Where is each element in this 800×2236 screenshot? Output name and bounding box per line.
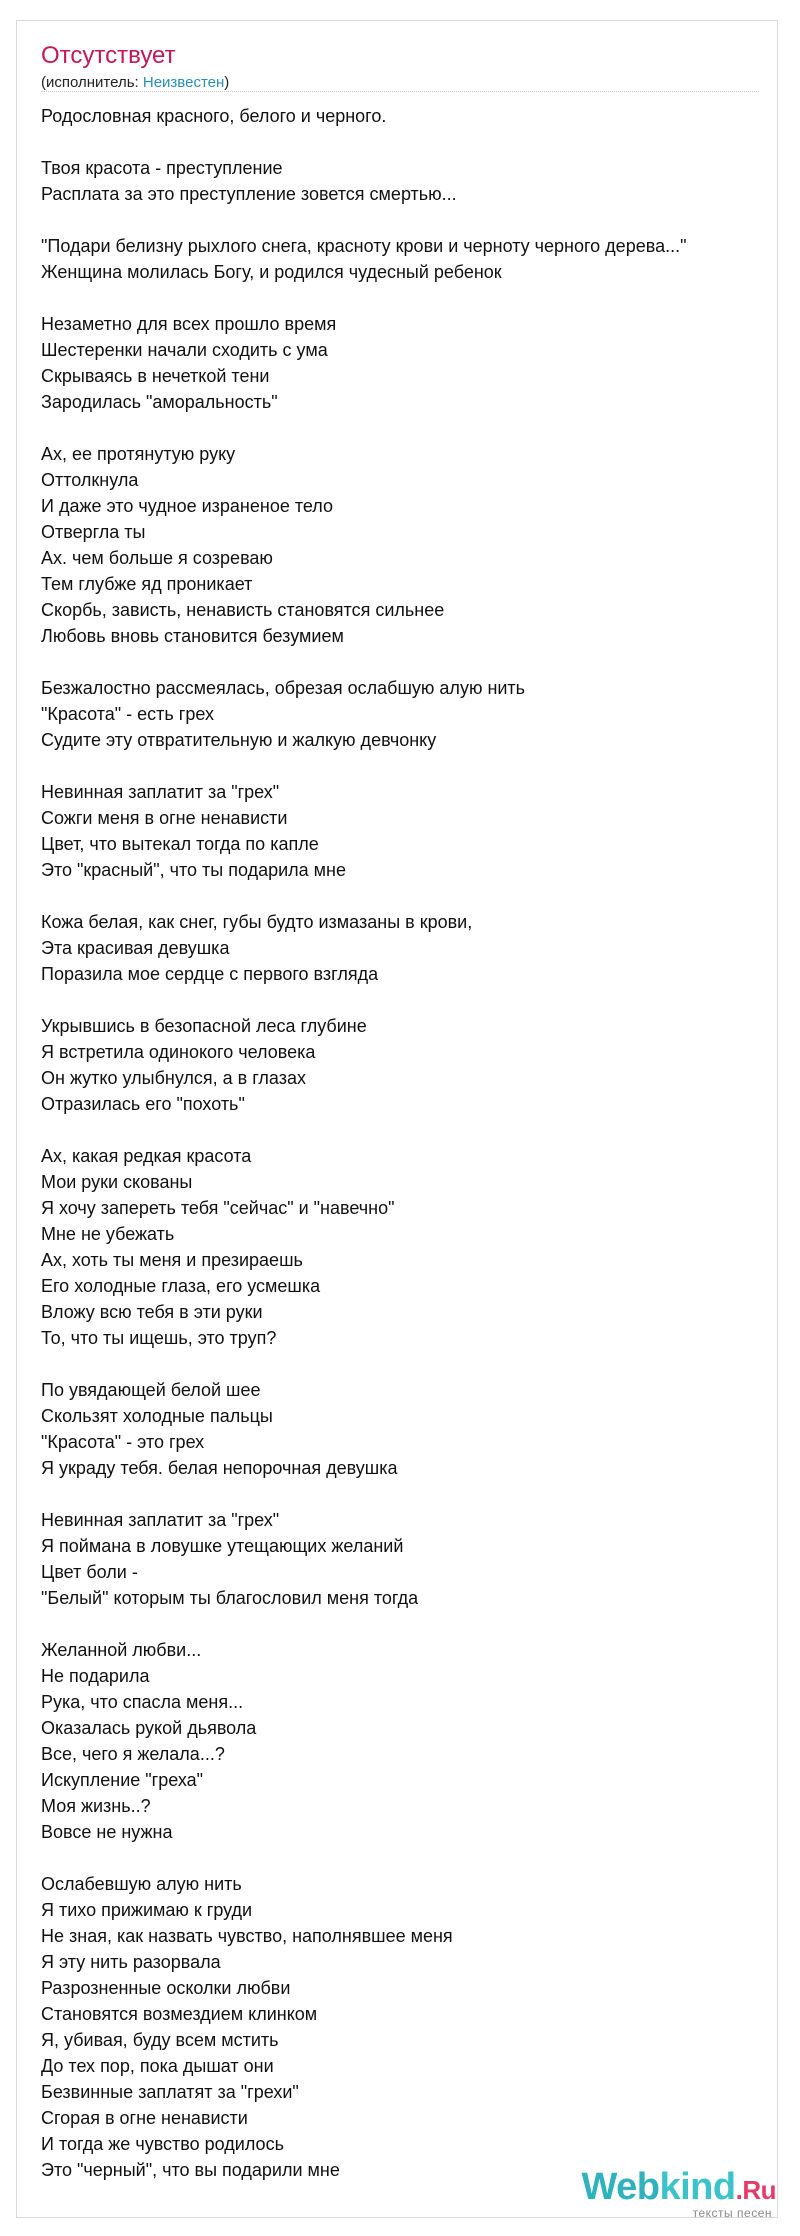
song-title: Отсутствует [41,42,176,69]
performer-link[interactable]: Неизвестен [142,74,225,91]
logo-kind-text: kind [659,2166,736,2208]
song-header [41,40,759,93]
logo-ru-text: .Ru [735,2175,776,2205]
logo-wordmark [581,2166,776,2211]
logo-tagline: тексты песен [692,2206,772,2220]
logo-web-text: Web [581,2166,660,2208]
webkind-logo[interactable] [582,2166,776,2222]
performer-line [41,73,759,93]
header-divider [41,91,759,92]
lyrics-text: Родословная красного, белого и черного. Твоя красота - преступление Расплата за это преступление зовется смертью... "Подари белизну рыхлого снега, красноту крови и черноту черного дерева..." Женщина молилась Богу, и родился чудесный ребенок Незаметно для всех прошло время Шестеренки начали сходить с ума Скрываясь в нечеткой тени Зародилась "аморальность" Ах, ее протянутую руку Оттолкнула И даже это чудное израненое тело Отвергла ты Ах. чем больше я созреваю Тем глубже яд проникает Скорбь, зависть, ненависть становятся сильнее Любовь вновь становится безумием Безжалостно рассмеялась, обрезая ослабшую алую нить "Красота" - есть грех Судите эту отвратительную и жалкую девчонку Невинная заплатит за "грех" Сожги меня в огне ненависти Цвет, что вытекал тогда по капле Это "красный", что ты подарила мне Кожа белая, как снег, губы будто измазаны в крови, Эта красивая девушка Поразила мое сердце с первого взгляда Укрывшись в безопасной леса глубине Я встретила одинокого человека Он жутко улыбнулся, а в глазах Отразилась его "похоть" Ах, какая редкая красота Мои руки скованы Я хочу запереть тебя "сейчас" и "навечно" Мне не убежать Ах, хоть ты меня и презираешь Его холодные глаза, его усмешка Вложу всю тебя в эти руки То, что ты ищешь, это труп? По увядающей белой шее Скользят холодные пальцы "Красота" - это грех Я украду тебя. белая непорочная девушка Невинная заплатит за "грех" Я поймана в ловушке утещающих желаний Цвет боли - "Белый" которым ты благословил меня тогда Желанной любви... Не подарила Рука, что спасла меня... Оказалась рукой дьявола Все, чего я желала...? Искупление "греха" Моя жизнь..? Вовсе не нужна Ослабевшую алую нить Я тихо прижимаю к груди Не зная, как назвать чувство, наполнявшее меня Я эту нить разорвала Разрозненные осколки любви Становятся возмездием клинком Я, убивая, буду всем мстить До тех пор, пока дышат они Безвинные заплатят за "грехи" Сгорая в огне ненависти И тогда же чувство родилось Это "черный", что вы подарили мне [41,106,687,2180]
performer-prefix: (исполнитель: [41,74,143,91]
performer-suffix: ) [224,74,230,91]
